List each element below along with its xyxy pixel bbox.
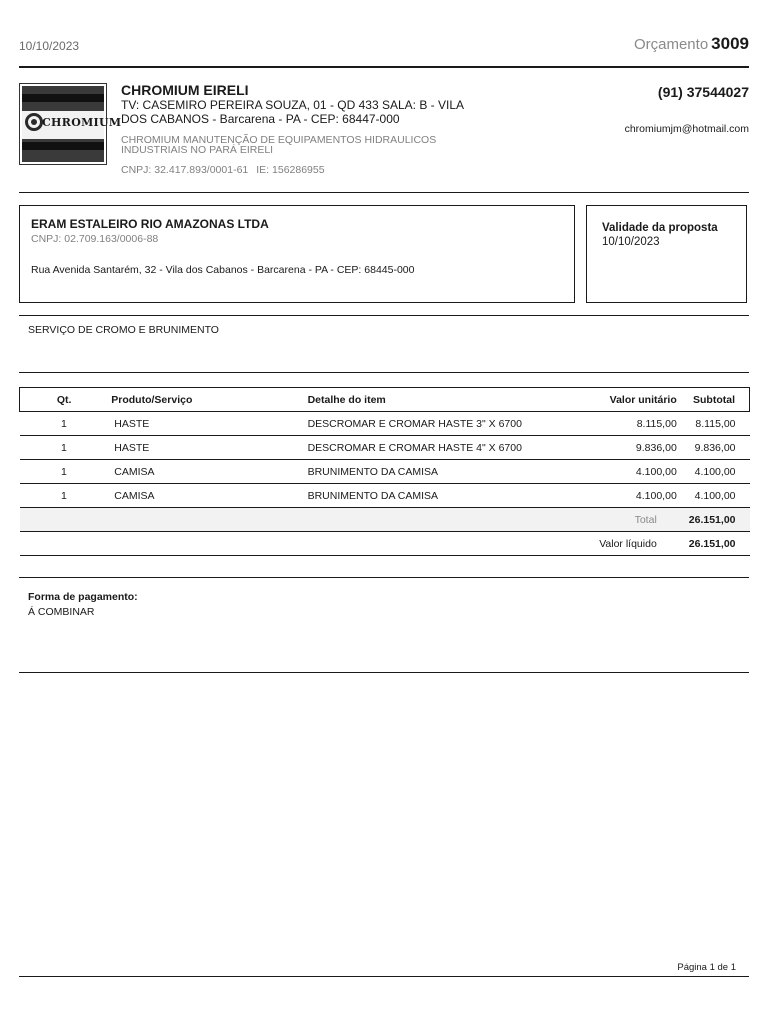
cell-product: CAMISA	[108, 460, 307, 484]
logo-text: CHROMIUM	[42, 116, 122, 129]
table-header-row	[20, 388, 750, 412]
company-phone: (91) 37544027	[657, 84, 749, 100]
cell-unit-value: 8.115,00	[549, 412, 689, 436]
cell-unit-value: 4.100,00	[549, 484, 689, 508]
cell-subtotal: 9.836,00	[689, 436, 750, 460]
cell-subtotal: 8.115,00	[689, 412, 750, 436]
service-bottom-divider	[19, 372, 749, 373]
cell-detail: DESCROMAR E CROMAR HASTE 3" X 6700	[308, 412, 549, 436]
company-email[interactable]: chromiumjm@hotmail.com	[624, 123, 749, 135]
cell-qt: 1	[20, 484, 109, 508]
payment-top-divider	[19, 577, 749, 578]
table-row	[20, 460, 750, 484]
payment-bottom-divider	[19, 672, 749, 673]
cell-product: CAMISA	[108, 484, 307, 508]
items-table	[19, 387, 750, 556]
validity-box	[586, 205, 747, 303]
cell-detail: BRUNIMENTO DA CAMISA	[308, 484, 549, 508]
client-cnpj: CNPJ: 02.709.163/0006-88	[31, 233, 159, 245]
quote-title	[634, 34, 749, 54]
company-divider	[19, 192, 749, 193]
payment-label: Forma de pagamento:	[28, 591, 138, 603]
table-row	[20, 436, 750, 460]
cell-qt: 1	[20, 436, 109, 460]
table-row	[20, 412, 750, 436]
validity-date: 10/10/2023	[602, 236, 660, 248]
col-header-subtotal: Subtotal	[689, 388, 750, 412]
col-header-unit-value: Valor unitário	[549, 388, 689, 412]
cell-subtotal: 4.100,00	[689, 484, 750, 508]
client-address: Rua Avenida Santarém, 32 - Vila dos Cabanos - Barcarena - PA - CEP: 68445-000	[31, 264, 415, 276]
col-header-detail: Detalhe do item	[308, 388, 549, 412]
company-description: CHROMIUM MANUTENÇÃO DE EQUIPAMENTOS HIDRAULICOS INDUSTRIAIS NO PARÁ EIRELI	[121, 134, 437, 156]
company-name: CHROMIUM EIRELI	[121, 82, 249, 98]
company-logo	[19, 83, 122, 165]
cell-qt: 1	[20, 412, 109, 436]
net-value-row	[20, 532, 750, 556]
header-divider	[19, 66, 749, 68]
cell-unit-value: 4.100,00	[549, 460, 689, 484]
cell-unit-value: 9.836,00	[549, 436, 689, 460]
page-number: Página 1 de 1	[677, 962, 736, 973]
col-header-product: Produto/Serviço	[108, 388, 307, 412]
cell-product: HASTE	[108, 412, 307, 436]
cell-detail: BRUNIMENTO DA CAMISA	[308, 460, 549, 484]
company-tax-ids	[121, 164, 325, 176]
quote-number: 3009	[711, 34, 749, 53]
validity-label: Validade da proposta	[602, 222, 718, 234]
total-row	[20, 508, 750, 532]
payment-value: Á COMBINAR	[28, 606, 95, 618]
total-label: Total	[549, 508, 689, 532]
net-value-label: Valor líquido	[549, 532, 689, 556]
company-cnpj: CNPJ: 32.417.893/0001-61	[121, 164, 249, 176]
document-date: 10/10/2023	[19, 39, 80, 53]
col-header-qt: Qt.	[20, 388, 109, 412]
footer-divider	[19, 976, 749, 977]
gear-icon	[25, 113, 43, 131]
service-top-divider	[19, 315, 749, 316]
cell-product: HASTE	[108, 436, 307, 460]
cell-detail: DESCROMAR E CROMAR HASTE 4" X 6700	[308, 436, 549, 460]
table-row	[20, 484, 750, 508]
cell-qt: 1	[20, 460, 109, 484]
service-description: SERVIÇO DE CROMO E BRUNIMENTO	[28, 324, 219, 336]
company-ie: IE: 156286955	[256, 164, 325, 176]
quote-label: Orçamento	[633, 36, 709, 53]
total-value: 26.151,00	[689, 508, 750, 532]
company-address: TV: CASEMIRO PEREIRA SOUZA, 01 - QD 433 SALA: B - VILA DOS CABANOS - Barcarena - PA - CEP: 68447-000	[121, 98, 464, 126]
net-value: 26.151,00	[689, 532, 750, 556]
client-name: ERAM ESTALEIRO RIO AMAZONAS LTDA	[31, 217, 269, 231]
cell-subtotal: 4.100,00	[689, 460, 750, 484]
